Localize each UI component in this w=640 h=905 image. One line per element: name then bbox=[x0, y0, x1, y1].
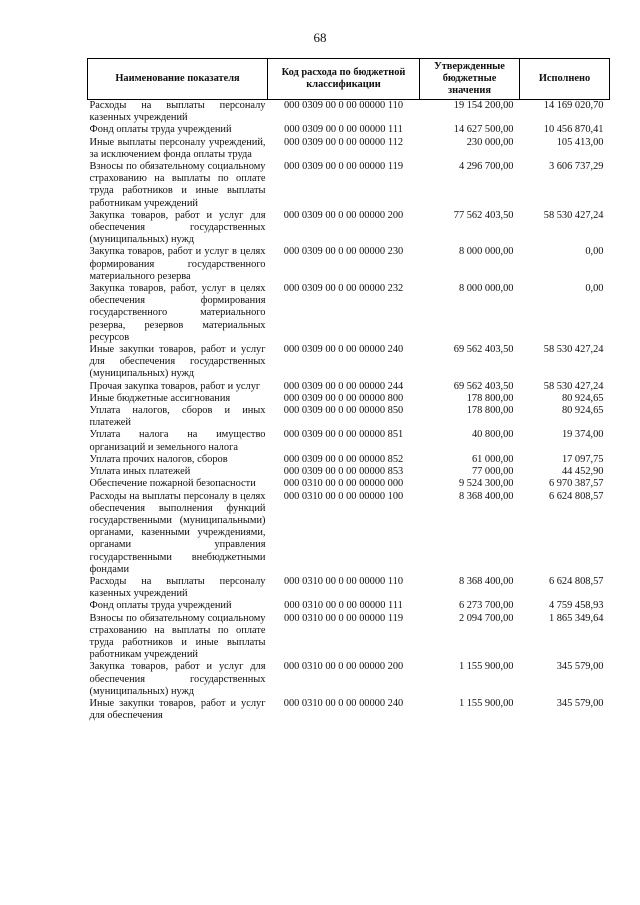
row-approved: 230 000,00 bbox=[466, 136, 514, 148]
table-row bbox=[88, 698, 610, 722]
row-approved: 2 094 700,00 bbox=[458, 612, 514, 624]
row-approved: 1 155 900,00 bbox=[458, 697, 514, 709]
row-name: Уплата налога на имущество организаций и земельного налога bbox=[89, 429, 266, 453]
row-approved: 69 562 403,50 bbox=[453, 344, 514, 356]
row-approved: 8 368 400,00 bbox=[458, 490, 514, 502]
row-name: Иные бюджетные ассигнования bbox=[89, 392, 231, 404]
row-code: 000 0309 00 0 00 00000 244 bbox=[283, 380, 404, 392]
table-header bbox=[88, 59, 610, 100]
row-approved: 69 562 403,50 bbox=[453, 380, 514, 392]
row-approved: 77 000,00 bbox=[471, 466, 514, 478]
row-code: 000 0309 00 0 00 00000 230 bbox=[283, 246, 404, 258]
header-approved: Утвержденные бюджетные значения bbox=[420, 59, 520, 100]
row-name: Иные закупки товаров, работ и услуг для обеспечения bbox=[89, 697, 266, 722]
row-executed: 6 970 387,57 bbox=[548, 478, 604, 490]
row-name: Взносы по обязательному социальному страхованию на выплаты по оплате труда работников и иные выплаты работникам учреждений bbox=[89, 161, 266, 209]
row-code: 000 0310 00 0 00 00000 100 bbox=[283, 490, 404, 502]
row-executed: 58 530 427,24 bbox=[543, 209, 604, 221]
row-code: 000 0310 00 0 00 00000 119 bbox=[283, 612, 404, 624]
row-code: 000 0309 00 0 00 00000 119 bbox=[283, 161, 404, 173]
table-row bbox=[88, 246, 610, 283]
row-code: 000 0310 00 0 00 00000 240 bbox=[283, 697, 404, 709]
row-approved: 8 000 000,00 bbox=[458, 246, 514, 258]
row-name: Фонд оплаты труда учреждений bbox=[89, 124, 232, 136]
row-code: 000 0310 00 0 00 00000 111 bbox=[284, 600, 403, 612]
table-row bbox=[88, 161, 610, 210]
row-name: Расходы на выплаты персоналу в целях обеспечения выполнения функций государственными (муниципальными) органами, казенными учреждениями, органами управления государственными внебюджетными фондами bbox=[89, 490, 266, 575]
table-row bbox=[88, 124, 610, 136]
row-executed: 345 579,00 bbox=[556, 661, 604, 673]
table-row bbox=[88, 405, 610, 429]
row-executed: 44 452,90 bbox=[561, 466, 604, 478]
row-name: Расходы на выплаты персоналу казенных учреждений bbox=[89, 100, 266, 124]
row-code: 000 0309 00 0 00 00000 200 bbox=[283, 209, 404, 221]
table-row bbox=[88, 491, 610, 576]
table-row bbox=[88, 210, 610, 247]
table-row bbox=[88, 100, 610, 125]
row-executed: 6 624 808,57 bbox=[548, 490, 604, 502]
row-approved: 6 273 700,00 bbox=[458, 600, 514, 612]
row-executed: 17 097,75 bbox=[561, 453, 604, 465]
row-name: Уплата иных платежей bbox=[89, 466, 191, 478]
row-name: Фонд оплаты труда учреждений bbox=[89, 600, 232, 612]
header-name: Наименование показателя bbox=[88, 59, 268, 100]
row-name: Прочая закупка товаров, работ и услуг bbox=[89, 380, 261, 392]
table-row bbox=[88, 381, 610, 393]
table-row bbox=[88, 613, 610, 662]
table-row bbox=[88, 466, 610, 478]
table-row bbox=[88, 344, 610, 381]
budget-execution-table bbox=[87, 58, 610, 722]
table-body bbox=[88, 100, 610, 723]
row-name: Взносы по обязательному социальному страхованию на выплаты по оплате труда работников и иные выплаты работникам учреждений bbox=[89, 612, 266, 661]
row-approved: 19 154 200,00 bbox=[453, 100, 514, 111]
row-executed: 345 579,00 bbox=[556, 697, 604, 709]
row-code: 000 0309 00 0 00 00000 111 bbox=[284, 124, 403, 136]
row-code: 000 0309 00 0 00 00000 852 bbox=[283, 453, 404, 465]
row-executed: 1 865 349,64 bbox=[548, 612, 604, 624]
table-row bbox=[88, 661, 610, 698]
table-row bbox=[88, 600, 610, 612]
row-code: 000 0309 00 0 00 00000 112 bbox=[283, 136, 404, 148]
row-name: Закупка товаров, работ и услуг для обеспечения государственных (муниципальных) нужд bbox=[89, 661, 266, 697]
row-executed: 58 530 427,24 bbox=[543, 380, 604, 392]
row-approved: 1 155 900,00 bbox=[458, 661, 514, 673]
row-name: Иные закупки товаров, работ и услуг для обеспечения государственных (муниципальных) нужд bbox=[89, 344, 266, 380]
table-row bbox=[88, 429, 610, 453]
row-executed: 0,00 bbox=[585, 246, 604, 258]
row-name: Уплата прочих налогов, сборов bbox=[89, 453, 228, 465]
row-approved: 178 800,00 bbox=[466, 392, 514, 404]
table-row bbox=[88, 576, 610, 600]
row-name: Иные выплаты персоналу учреждений, за исключением фонда оплаты труда bbox=[89, 136, 266, 160]
row-executed: 14 169 020,70 bbox=[543, 100, 604, 111]
row-approved: 9 524 300,00 bbox=[458, 478, 514, 490]
page-number: 68 bbox=[313, 30, 327, 45]
table-row bbox=[88, 137, 610, 161]
row-code: 000 0309 00 0 00 00000 110 bbox=[283, 100, 404, 111]
row-executed: 105 413,00 bbox=[556, 136, 604, 148]
row-approved: 14 627 500,00 bbox=[453, 124, 514, 136]
row-name: Закупка товаров, работ и услуг в целях формирования государственного материального резерва bbox=[89, 246, 266, 282]
table-row bbox=[88, 478, 610, 490]
header-executed: Исполнено bbox=[520, 59, 610, 100]
table-row bbox=[88, 454, 610, 466]
row-executed: 6 624 808,57 bbox=[548, 575, 604, 587]
row-code: 000 0309 00 0 00 00000 853 bbox=[283, 466, 404, 478]
row-approved: 8 368 400,00 bbox=[458, 575, 514, 587]
row-code: 000 0309 00 0 00 00000 232 bbox=[283, 283, 404, 295]
row-code: 000 0310 00 0 00 00000 200 bbox=[283, 661, 404, 673]
row-approved: 61 000,00 bbox=[471, 453, 514, 465]
row-approved: 4 296 700,00 bbox=[458, 161, 514, 173]
row-name: Закупка товаров, работ, услуг в целях обеспечения формирования государственного материального резерва, резервов материальных ресурсов bbox=[89, 283, 266, 343]
row-approved: 178 800,00 bbox=[466, 405, 514, 417]
row-code: 000 0309 00 0 00 00000 240 bbox=[283, 344, 404, 356]
row-executed: 0,00 bbox=[585, 283, 604, 295]
row-code: 000 0309 00 0 00 00000 851 bbox=[283, 429, 404, 441]
row-name: Закупка товаров, работ и услуг для обеспечения государственных (муниципальных) нужд bbox=[89, 209, 266, 246]
header-code: Код расхода по бюджетной классификации bbox=[268, 59, 420, 100]
row-approved: 77 562 403,50 bbox=[453, 209, 514, 221]
row-name: Обеспечение пожарной безопасности bbox=[89, 478, 256, 490]
table-row bbox=[88, 393, 610, 405]
row-executed: 19 374,00 bbox=[561, 429, 604, 441]
row-code: 000 0309 00 0 00 00000 800 bbox=[283, 392, 404, 404]
row-approved: 8 000 000,00 bbox=[458, 283, 514, 295]
row-executed: 58 530 427,24 bbox=[543, 344, 604, 356]
row-code: 000 0309 00 0 00 00000 850 bbox=[283, 405, 404, 417]
row-executed: 4 759 458,93 bbox=[548, 600, 604, 612]
table-row bbox=[88, 283, 610, 344]
row-code: 000 0310 00 0 00 00000 000 bbox=[283, 478, 404, 490]
row-executed: 10 456 870,41 bbox=[543, 124, 604, 136]
row-approved: 40 800,00 bbox=[471, 429, 514, 441]
row-name: Расходы на выплаты персоналу казенных учреждений bbox=[89, 575, 266, 600]
row-executed: 80 924,65 bbox=[561, 392, 604, 404]
row-executed: 3 606 737,29 bbox=[548, 161, 604, 173]
row-executed: 80 924,65 bbox=[561, 405, 604, 417]
row-name: Уплата налогов, сборов и иных платежей bbox=[89, 405, 266, 429]
row-code: 000 0310 00 0 00 00000 110 bbox=[283, 575, 404, 587]
